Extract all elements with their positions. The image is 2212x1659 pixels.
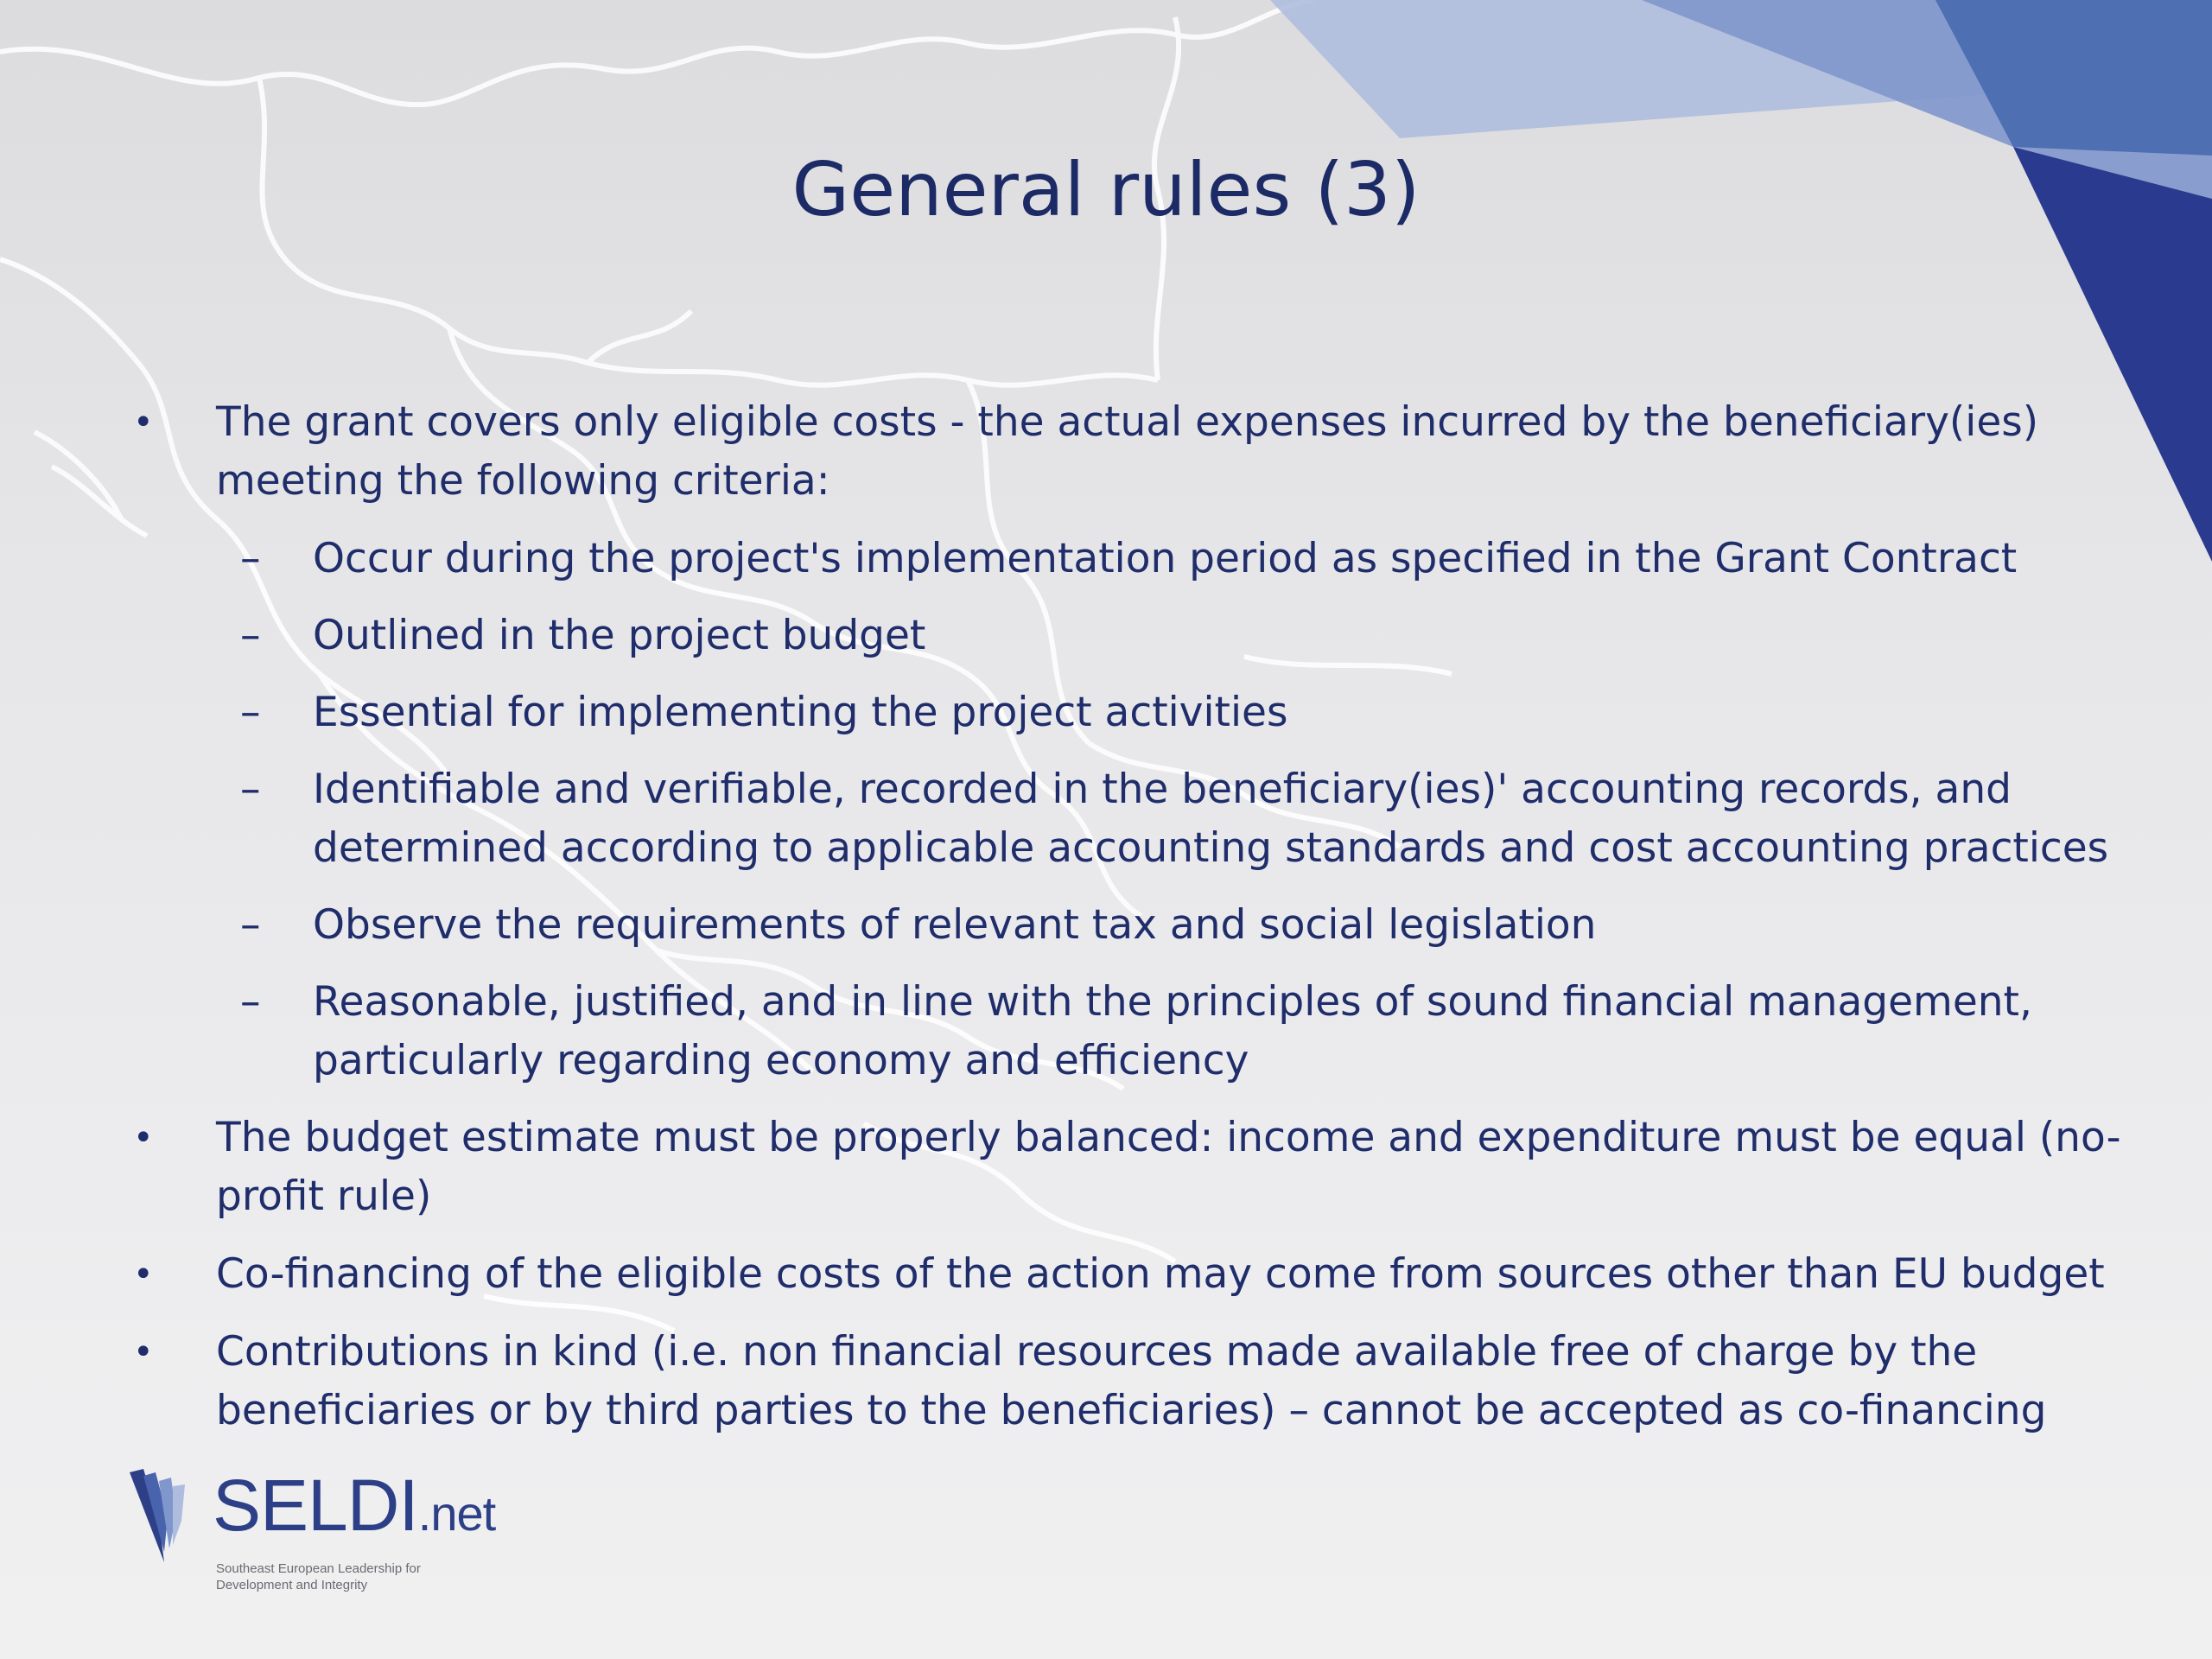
logo-tagline-line: Southeast European Leadership for [216, 1561, 421, 1576]
list-item [121, 393, 2195, 511]
sub-bullet-text: Essential for implementing the project activities [313, 689, 1288, 736]
bullet-marker: • [133, 1255, 154, 1294]
sub-bullet-marker: – [240, 901, 261, 949]
slide-title: General rules (3) [791, 147, 1421, 233]
sub-list-item [121, 760, 2195, 878]
list-item [121, 1323, 2195, 1440]
sub-list-item [121, 973, 2195, 1090]
bullet-text: The budget estimate must be properly balanced: income and expenditure must be equal (no-profit rule) [216, 1114, 2121, 1220]
list-item [121, 1109, 2195, 1226]
logo-mark-icon [130, 1469, 199, 1566]
bullet-marker: • [133, 403, 154, 442]
bullet-text: The grant covers only eligible costs - the actual expenses incurred by the beneficiary(ies) meeting the following criteria: [216, 398, 2039, 505]
logo-tagline [216, 1560, 475, 1593]
logo-name: SELDI [213, 1465, 418, 1546]
sub-list-item [121, 607, 2195, 665]
sub-bullet-marker: – [240, 978, 261, 1026]
sub-list-item [121, 683, 2195, 742]
sub-bullet-text: Reasonable, justified, and in line with the principles of sound financial management, particularly regarding economy and efficiency [313, 978, 2032, 1084]
sub-bullet-marker: – [240, 766, 261, 813]
sub-list-item [121, 896, 2195, 955]
bullet-text: Contributions in kind (i.e. non financial resources made available free of charge by the beneficiaries or by third parties to the beneficiaries) – cannot be accepted as co-financing [216, 1328, 2047, 1434]
sub-bullet-text: Occur during the project's implementation period as specified in the Grant Contract [313, 535, 2018, 582]
seldi-logo [130, 1465, 562, 1607]
sub-bullet-text: Identifiable and verifiable, recorded in the beneficiary(ies)' accounting records, and determined according to applicable accounting standards and cost accounting practices [313, 766, 2109, 872]
logo-wordmark [213, 1464, 495, 1548]
sub-list-item [121, 530, 2195, 588]
bullet-marker: • [133, 1118, 154, 1158]
list-item [121, 1245, 2195, 1304]
bullet-text: Co-financing of the eligible costs of the action may come from sources other than EU budget [216, 1250, 2105, 1298]
sub-bullet-marker: – [240, 612, 261, 659]
logo-tagline-line: Development and Integrity [216, 1578, 368, 1592]
sub-bullet-text: Observe the requirements of relevant tax and social legislation [313, 901, 1597, 949]
slide-body [121, 393, 2195, 1459]
sub-bullet-text: Outlined in the project budget [313, 612, 926, 659]
logo-suffix: .net [417, 1486, 496, 1541]
bullet-marker: • [133, 1332, 154, 1372]
sub-bullet-marker: – [240, 689, 261, 736]
sub-bullet-marker: – [240, 535, 261, 582]
